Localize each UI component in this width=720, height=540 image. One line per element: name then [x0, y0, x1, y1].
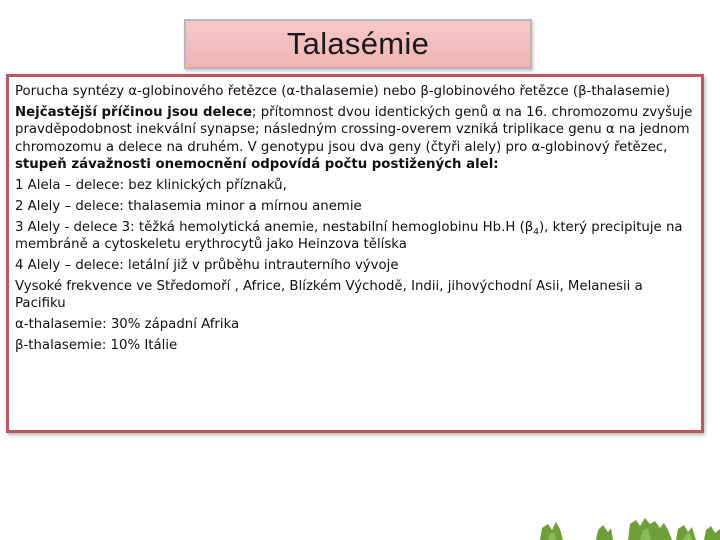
paragraph-frequency: Vysoké frekvence ve Středomoří , Africe, Blízkém Východě, Indii, jihovýchodní Asii, Melanesii a Pacifiku	[15, 279, 643, 312]
list-item-2-alleles: 2 Alely – delece: thalasemia minor a mírnou anemie	[15, 198, 362, 214]
paragraph-cause	[15, 104, 695, 173]
list-item-1-allele: 1 Alela – delece: bez klinických příznaků,	[15, 177, 287, 193]
foliage-decoration	[0, 510, 720, 540]
beta-subscript: 4	[533, 227, 539, 238]
paragraph-definition: Porucha syntézy α-globinového řetězce (α-thalasemie) nebo β-globinového řetězce (β-thalasemie)	[15, 84, 671, 99]
list-item-4-alleles: 4 Alely – delece: letální již v průběhu intrauterního vývoje	[15, 258, 399, 274]
alpha-thalassemia-stat: α-thalasemie: 30% západní Afrika	[15, 317, 240, 333]
cause-heading: Nejčastější příčinou jsou delece	[15, 104, 252, 120]
severity-text: stupeň závažnosti onemocnění odpovídá počtu postižených alel:	[15, 156, 499, 172]
slide-title: Talasémie	[286, 26, 430, 61]
allele3-text: 3 Alely - delece 3: těžká hemolytická anemie, nestabilní hemoglobinu Hb.H (β	[15, 219, 534, 235]
cause-text: ; přítomnost dvou identických genů α na 16. chromozomu zvyšuje pravděpodobnost inekvální synapse; následným crossing-overem vzniká triplikace genu α na jednom chromozomu a delece na druhém. V genotypu jsou dva geny (čtyři alely) pro α-globinový řetězec,	[15, 104, 693, 155]
beta-thalassemia-stat: β-thalasemie: 10% Itálie	[15, 338, 178, 354]
content-box	[6, 74, 704, 433]
list-item-3-alleles	[15, 219, 695, 254]
allele3-text-end: ), který precipituje na membráně a cytoskeletu erythrocytů jako Heinzova tělíska	[15, 219, 683, 253]
slide-title-box	[184, 19, 532, 69]
